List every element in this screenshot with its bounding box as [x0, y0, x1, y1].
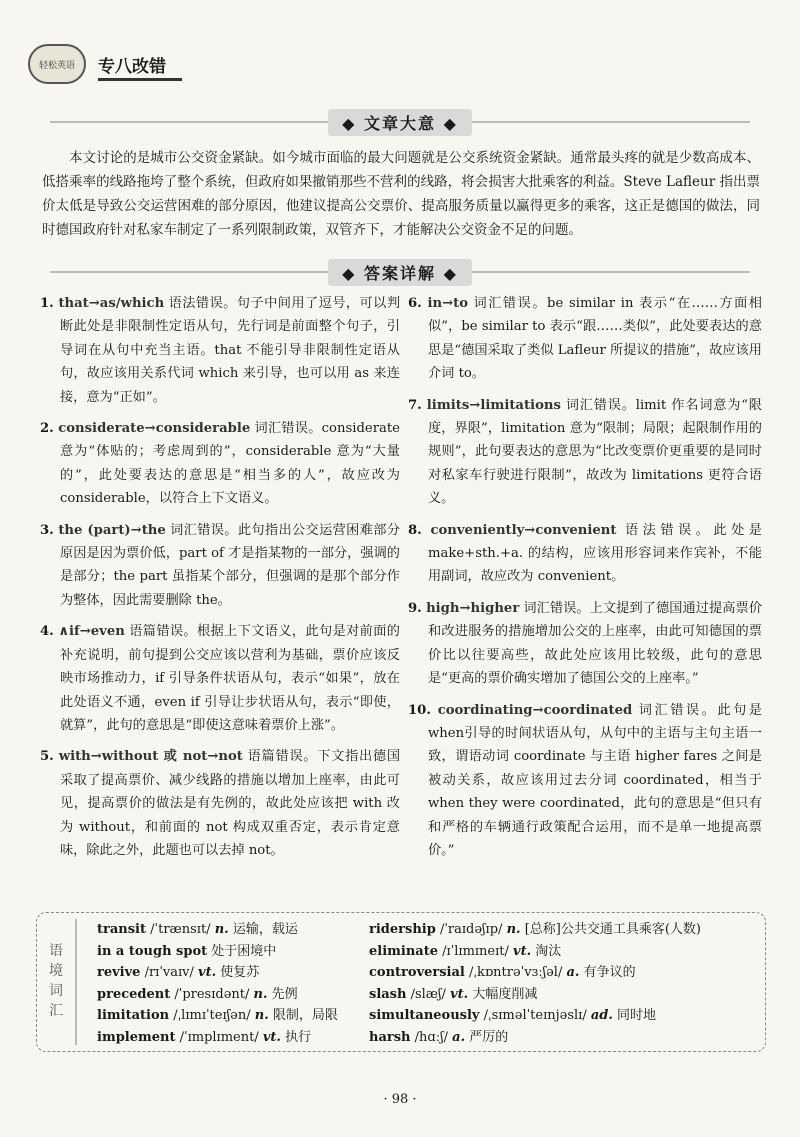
answer-correction: conveniently→convenient [430, 522, 617, 538]
vocab-ipa: /hɑːʃ/ [414, 1029, 449, 1045]
vocab-pos: n. [214, 922, 229, 937]
answer-explanation: 词汇错误。此句指出公交运营困难部分原因是因为票价低，part of 才是指某物的一部分，强调的是部分；the part 虽指某个部分，但强调的是那个部分作为整体，因此需要删除 the。 [60, 522, 400, 608]
vocab-meaning: 使复苏 [220, 965, 260, 981]
vocab-word: harsh [369, 1029, 411, 1045]
vocab-meaning: 运输，载运 [232, 922, 298, 937]
vocab-word: in a tough spot [97, 943, 208, 959]
answer-explanation: 语篇错误。下文指出德国采取了提高票价、减少线路的措施以增加上座率，由此可见，提高票价的做法是有先例的，故此处应该把 with 改为 without，和前面的 not 构成双重否定，表示肯定意味，除此之外，此题也可以去掉 not。 [60, 749, 401, 858]
answer-item [408, 394, 762, 511]
vocab-meaning: 有争议的 [583, 965, 636, 981]
vocab-entry [369, 1005, 759, 1027]
answer-correction: that→as/which [58, 296, 165, 311]
vocab-entry [97, 1005, 367, 1027]
answer-explanation: 词汇错误。be similar in 表示“在……方面相似”，be similar to 表示“跟……类似”，此处要表达的意思是“德国采取了类似 Lafleur 所提议的措施”，故应该用介词 to。 [428, 296, 762, 382]
vocabulary-right-column [369, 919, 759, 1049]
vocabulary-box [36, 912, 766, 1052]
vocab-meaning: 限制，局限 [272, 1008, 338, 1024]
vocab-meaning: [总称]公共交通工具乘客(人数) [524, 922, 701, 937]
vocab-entry [97, 1027, 367, 1049]
vocab-entry [369, 919, 759, 941]
vocab-pos: vt. [262, 1029, 281, 1045]
vocab-ipa: /ˈraɪdəʃɪp/ [439, 922, 503, 937]
answer-number: 5. [40, 749, 54, 765]
answer-number: 2. [40, 421, 54, 437]
answer-correction: high→higher [426, 600, 520, 616]
vocab-ipa: /ˌkɒntrəˈvɜːʃəl/ [469, 965, 563, 981]
vocab-ipa: /ˌlɪmɪˈteɪʃən/ [173, 1008, 251, 1024]
answer-item [40, 292, 400, 409]
answer-correction: with→without 或 not→not [58, 749, 243, 765]
answer-explanation: 词汇错误。considerate 意为“体贴的；考虑周到的”，considerable 意为“大量的”，此处要表达的意思是“相当多的人”，故应改为 considerable，以符合上下文语义。 [60, 421, 400, 507]
answer-number: 1. [40, 296, 54, 311]
vocab-entry [97, 919, 367, 941]
answer-number: 4. [40, 624, 54, 640]
answer-number: 9. [408, 600, 422, 616]
answer-item [40, 620, 400, 737]
answer-explanation: 词汇错误。上文提到了德国通过提高票价和改进服务的措施增加公交的上座率，由此可知德国的票价比以往要高些，故此处应该用比较级，此句的意思是“更高的票价确实增加了德国公交的上座率。” [428, 600, 763, 687]
vocab-entry [369, 984, 759, 1006]
vocab-ipa: /ˈtrænsɪt/ [150, 922, 211, 937]
answer-item [40, 745, 400, 862]
answer-item [408, 519, 762, 589]
vocab-meaning: 执行 [285, 1029, 312, 1045]
vocab-word: implement [97, 1029, 176, 1045]
summary-heading [50, 112, 750, 132]
summary-heading-text: 文章大意 [363, 113, 436, 133]
vocab-entry [369, 1027, 759, 1049]
answer-explanation: 词汇错误。limit 作名词意为“限度，界限”，limitation 意为“限制；局限；起限制作用的规则”，此句要表达的意思为“比改变票价更重要的是同时对私家车行驶进行限制”，故改为 limitations 更符合语义。 [428, 397, 762, 507]
answer-number: 10. [408, 702, 431, 718]
vocab-entry [97, 962, 367, 984]
book-logo: 轻松英语 [28, 44, 86, 84]
answer-number: 3. [40, 522, 54, 538]
vocabulary-label: 语境词汇 [49, 943, 63, 1019]
answers-right-column [408, 292, 762, 870]
vocab-entry [97, 984, 367, 1006]
vocab-entry [369, 941, 759, 963]
vocab-ipa: /ˌsɪməlˈteɪnjəslɪ/ [483, 1008, 587, 1024]
answer-correction: the (part)→the [58, 522, 166, 538]
vocab-word: precedent [97, 986, 171, 1002]
page-title: 专八改错 [98, 57, 166, 77]
vocab-pos: vt. [513, 943, 532, 959]
answer-correction: in→to [427, 296, 469, 311]
vocab-meaning: 大幅度削减 [472, 986, 538, 1002]
vocab-pos: a. [452, 1029, 466, 1045]
page-header [22, 40, 782, 90]
vocab-entry [97, 941, 367, 963]
vocab-pos: n. [254, 1008, 269, 1024]
answer-item [40, 417, 400, 511]
answer-correction: coordinating→coordinated [437, 702, 633, 718]
vocab-pos: ad. [590, 1008, 613, 1024]
answer-correction: considerate→considerable [58, 421, 251, 437]
answer-item [408, 292, 762, 386]
vocab-word: transit [97, 922, 146, 937]
summary-paragraph: 本文讨论的是城市公交资金紧缺。如今城市面临的最大问题就是公交系统资金紧缺。通常最头疼的就是少数高成本、低搭乘率的线路拖垮了整个系统，但政府如果撤销那些不营利的线路，将会损害大批乘客的利益。Steve Lafleur 指出票价太低是导致公交运营困难的部分原因，他建议提高公交票价、提高服务质量以赢得更多的乘客，这正是德国的做法，同时德国政府针对私家车制定了一系列限制政策，双管齐下，才能解决公交资金不足的问题。 [42, 150, 760, 238]
answers-left-column [40, 292, 400, 870]
answer-explanation: 语法错误。此处是 make+sth.+a. 的结构，应该用形容词来作宾补，不能用副词，故应改为 convenient。 [428, 522, 762, 585]
vocab-ipa: /rɪˈvaɪv/ [144, 965, 194, 981]
answer-item [40, 519, 400, 613]
answer-explanation: 语篇错误。根据上下文语义，此句是对前面的补充说明，前句提到公交应该以营利为基础，票价应该反映市场推动力，if 引导条件状语从句，表示“如果”，放在此处语义不通，even if 引导让步状语从句，表示“即使，就算”，此句的意思是“即使这意味着票价上涨”。 [60, 624, 400, 733]
answer-explanation: 语法错误。句子中间用了逗号，可以判断此处是非限制性定语从句，先行词是前面整个句子，引导词在从句中充当主语。that 不能引导非限制性定语从句，故应该用关系代词 which 来引导，也可以用 as 来连接，意为“正如”。 [60, 296, 401, 405]
answers-heading [50, 262, 750, 282]
vocab-pos: vt. [198, 965, 217, 981]
answers-heading-text: 答案详解 [363, 263, 436, 283]
answer-number: 8. [408, 522, 422, 538]
answer-correction: ∧if→even [58, 624, 125, 640]
vocab-word: eliminate [369, 943, 438, 959]
vocab-meaning: 处于困境中 [211, 943, 277, 959]
vocab-meaning: 先例 [271, 986, 298, 1002]
page-number: · 98 · [383, 1092, 417, 1107]
vocabulary-divider [75, 919, 77, 1045]
vocab-word: controversial [369, 965, 465, 981]
answer-item [408, 699, 762, 863]
vocab-ipa: /ˈɪmplɪment/ [179, 1029, 259, 1045]
vocab-word: slash [369, 986, 407, 1002]
vocab-meaning: 淘汰 [535, 943, 562, 959]
vocab-word: revive [97, 965, 141, 981]
vocab-pos: vt. [450, 986, 469, 1002]
vocab-pos: a. [566, 965, 580, 981]
vocab-word: ridership [369, 922, 436, 937]
title-underline [98, 78, 182, 81]
vocab-entry [369, 962, 759, 984]
vocabulary-left-column [97, 919, 367, 1049]
vocab-word: simultaneously [369, 1008, 480, 1024]
vocab-meaning: 严厉的 [469, 1029, 509, 1045]
vocab-ipa: /ˈpresɪdənt/ [174, 986, 250, 1002]
answer-number: 6. [408, 296, 422, 311]
summary-heading-label: ◆ 文章大意 ◆ [328, 109, 472, 136]
answer-correction: limits→limitations [426, 397, 561, 413]
answer-item [408, 597, 762, 691]
answer-number: 7. [408, 397, 422, 413]
vocab-ipa: /slæʃ/ [410, 986, 446, 1002]
vocab-word: limitation [97, 1008, 170, 1024]
answer-explanation: 词汇错误。此句是when引导的时间状语从句，从句中的主语与主句主语一致，谓语动词 coordinate 与主语 higher fares 之间是被动关系，故应该用过去分词 coordinated，相当于 when they were coordinated，此句的意思是“但只有和严格的车辆通行政策配合运用，而不是单一地提高票价。” [428, 702, 762, 858]
answers-heading-label: ◆ 答案详解 ◆ [328, 259, 472, 286]
vocab-ipa: /ɪˈlɪmɪneɪt/ [442, 943, 509, 959]
vocab-pos: n. [253, 986, 268, 1002]
vocab-pos: n. [506, 922, 521, 937]
vocab-meaning: 同时地 [617, 1008, 657, 1024]
